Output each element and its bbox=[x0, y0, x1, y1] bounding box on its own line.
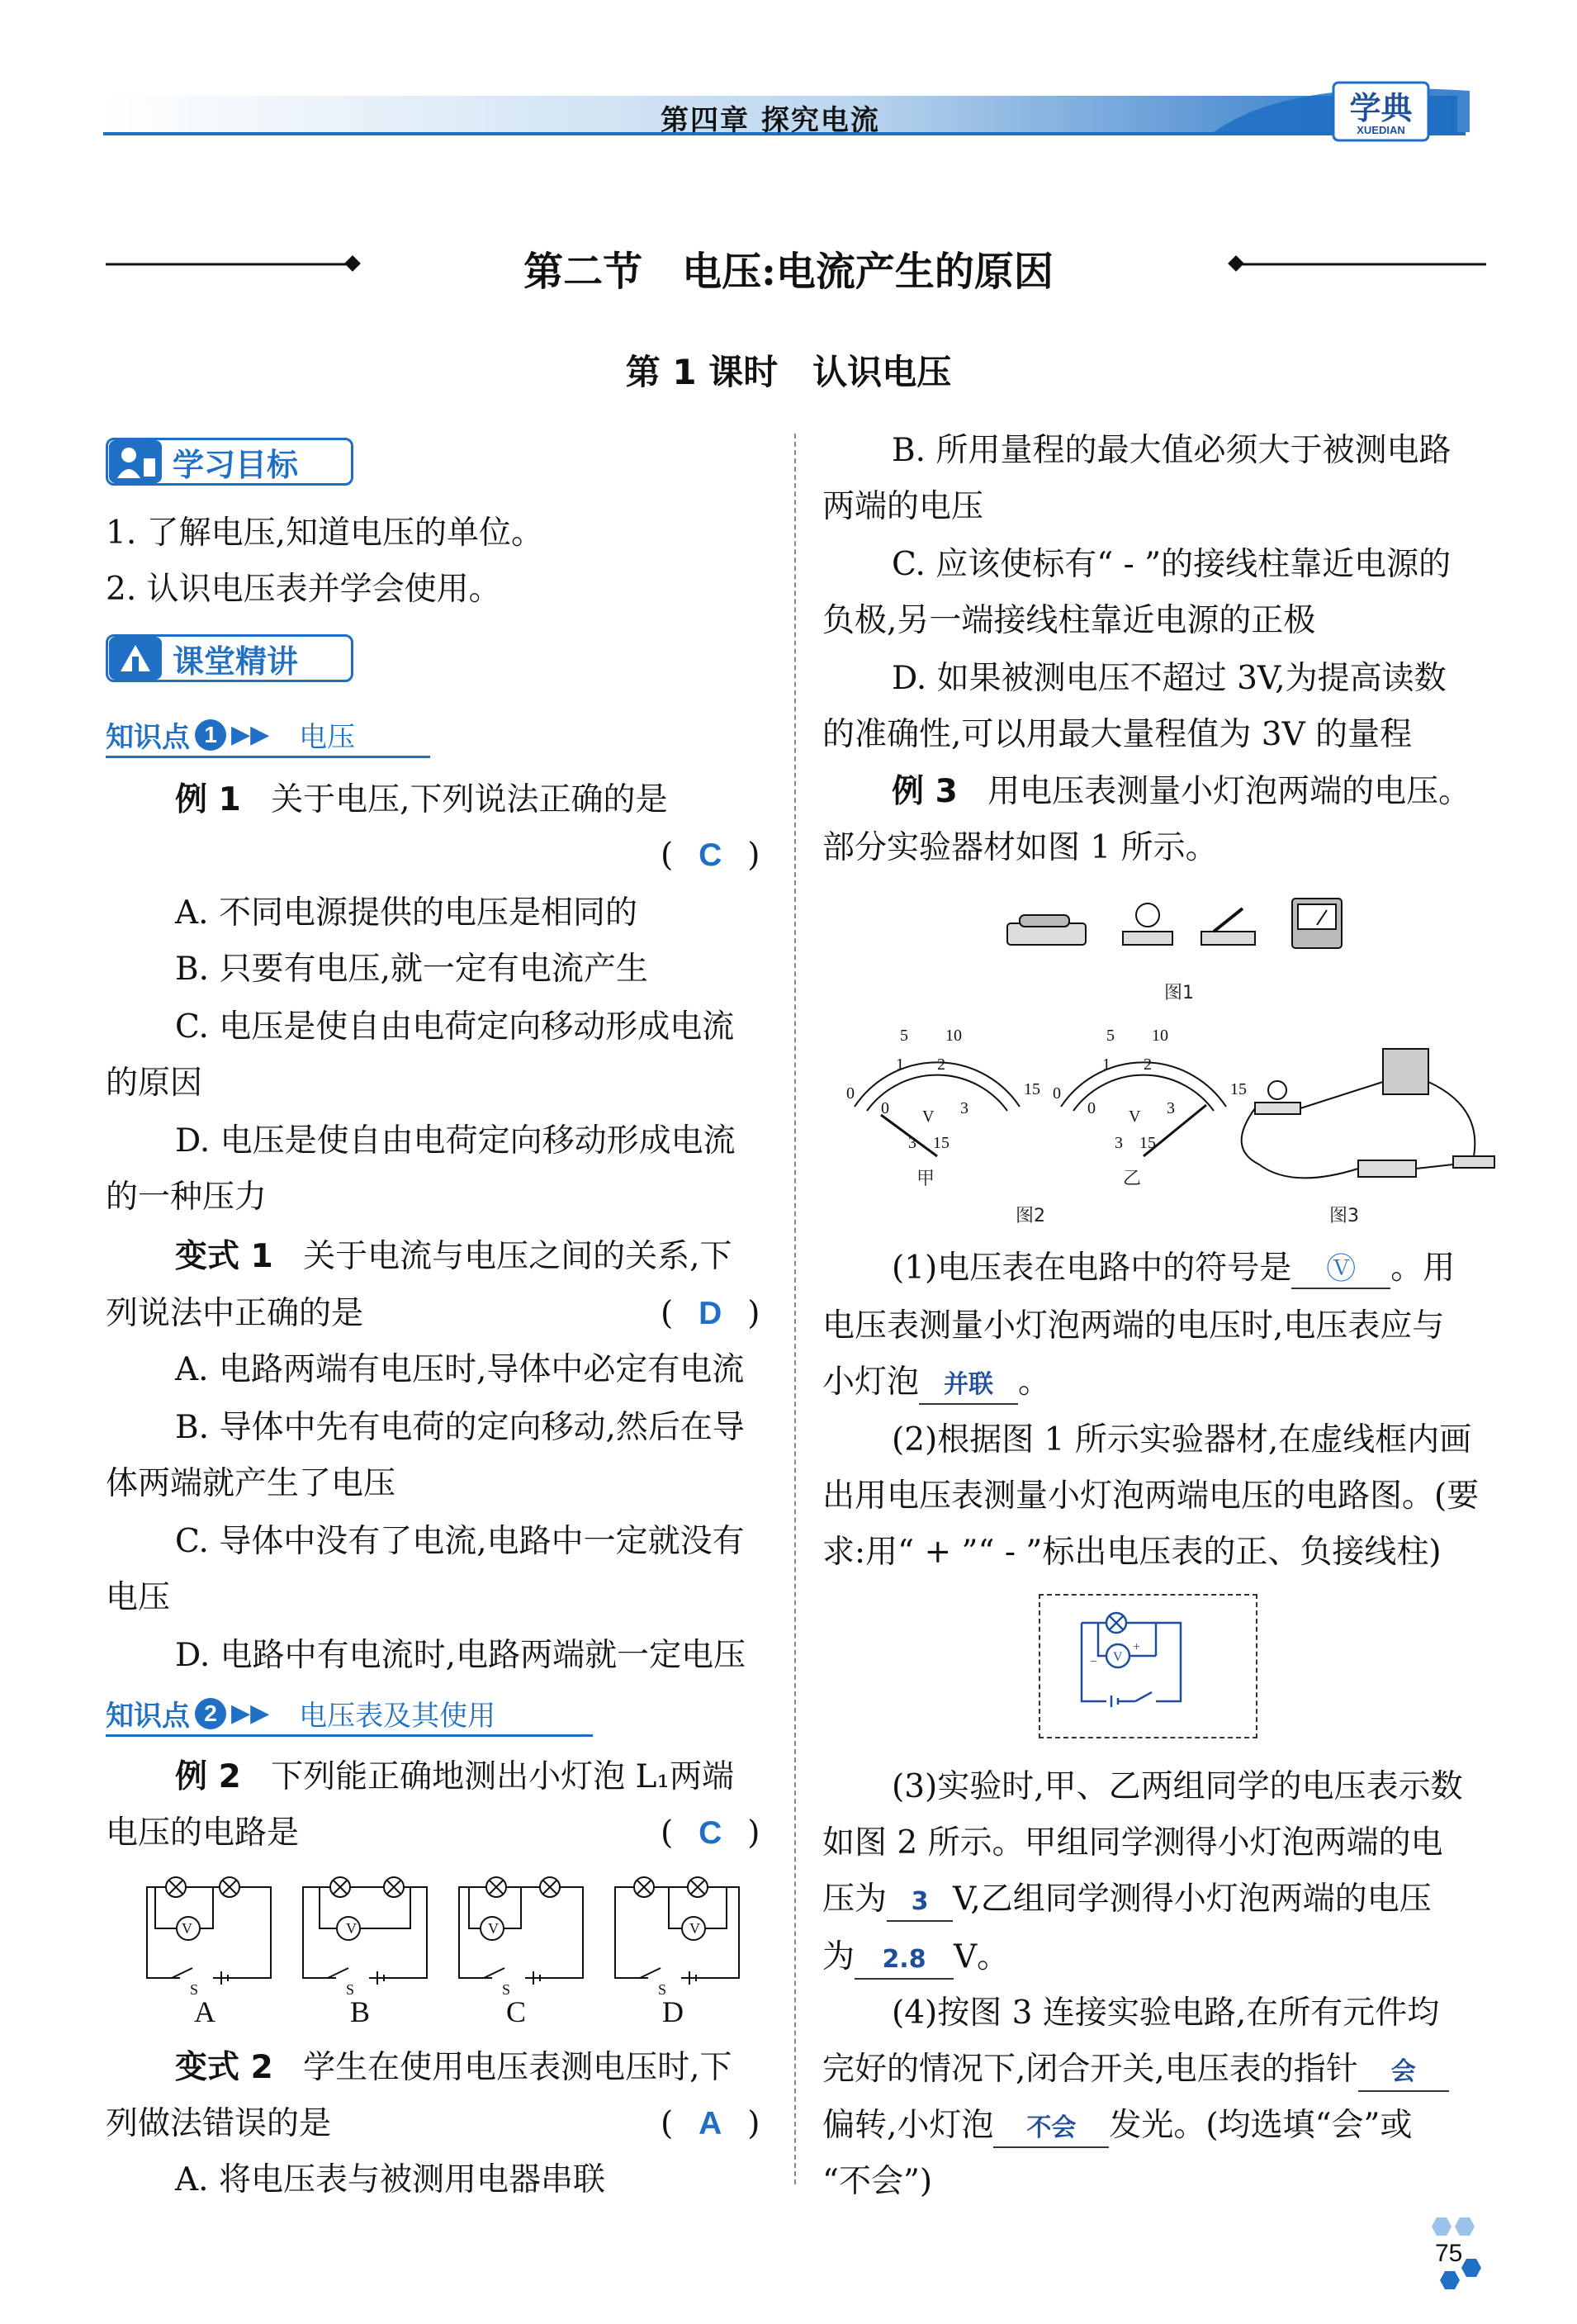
answer-blank-parallel bbox=[919, 1364, 1018, 1405]
circuit-label-a: A bbox=[194, 1995, 215, 2028]
brand-logo-en: XUEDIAN bbox=[1357, 124, 1405, 136]
goal-1: 1. 了解电压,知道电压的单位。 bbox=[106, 515, 544, 552]
example-3-question-1: 用电压表测量小灯泡两端的电压。 bbox=[987, 773, 1471, 810]
question-3-text-4b: V。 bbox=[954, 1938, 1010, 1975]
variant-1-question-2: 列说法中正确的是 bbox=[106, 1295, 364, 1332]
svg-text:V: V bbox=[346, 1920, 357, 1937]
svg-text:−: − bbox=[1090, 1655, 1098, 1669]
variant-1 bbox=[175, 1229, 732, 1285]
question-1-line-3 bbox=[822, 1354, 1050, 1411]
figure-2-caption: 图2 bbox=[1016, 1206, 1045, 1226]
ex1-option-b: B. 只要有电压,就一定有电流产生 bbox=[175, 951, 648, 988]
lesson-title: 第 1 课时 认识电压 bbox=[625, 352, 952, 392]
var2-option-d-cont: 的准确性,可以用最大量程值为 3V 的量程 bbox=[822, 716, 1413, 753]
brand-logo: 学典 bbox=[1349, 90, 1413, 126]
example-2-question-2: 电压的电路是 bbox=[106, 1814, 300, 1852]
book-pen-icon bbox=[109, 637, 162, 680]
answer-blank-voltage-yi bbox=[855, 1939, 954, 1980]
svg-text:+: + bbox=[1133, 1640, 1141, 1654]
page-number: 75 bbox=[1435, 2240, 1463, 2267]
kp1-underline bbox=[106, 756, 430, 758]
kp2-number-badge: 2 bbox=[195, 1698, 226, 1729]
svg-text:10: 10 bbox=[1152, 1027, 1168, 1045]
variant-2-answer-bracket: ( A ) bbox=[661, 2096, 760, 2152]
answer-blank-deflect bbox=[1358, 2051, 1449, 2092]
circuit-b bbox=[303, 1877, 427, 1985]
answer-deflect: 会 bbox=[1390, 2057, 1416, 2086]
variant-1-head: 变式 1 bbox=[175, 1238, 273, 1275]
goals-tag-label: 学习目标 bbox=[173, 446, 299, 483]
voltmeter-icon bbox=[1292, 899, 1342, 948]
question-3-text-3a: 压为 bbox=[822, 1881, 888, 1918]
question-1-text-2: 。用 bbox=[1390, 1250, 1456, 1287]
switch-icon bbox=[1201, 908, 1255, 945]
lecture-tag-label: 课堂精讲 bbox=[173, 643, 299, 680]
svg-text:0: 0 bbox=[1087, 1099, 1096, 1117]
svg-text:S: S bbox=[190, 1981, 199, 1998]
double-arrow-icon: ▶▶ bbox=[231, 720, 270, 749]
svg-text:10: 10 bbox=[945, 1027, 962, 1045]
question-4-line-1: (4)按图 3 连接实验电路,在所有元件均 bbox=[892, 1994, 1440, 2032]
svg-text:S: S bbox=[658, 1981, 667, 1998]
question-4-line-4: “不会”) bbox=[822, 2163, 933, 2200]
question-1-text-1: (1)电压表在电路中的符号是 bbox=[892, 1250, 1292, 1287]
double-arrow-icon: ▶▶ bbox=[231, 1699, 270, 1728]
lecture-tag bbox=[106, 632, 353, 685]
student-icon bbox=[109, 440, 162, 483]
question-2-line-2: 出用电压表测量小灯泡两端电压的电路图。(要 bbox=[822, 1477, 1480, 1515]
variant-2-question-1: 学生在使用电压表测电压时,下 bbox=[303, 2049, 732, 2086]
knowledge-point-2 bbox=[106, 1693, 495, 1734]
answer-blank-voltage-jia bbox=[887, 1881, 953, 1922]
var1-option-b: B. 导体中先有电荷的定向移动,然后在导 bbox=[175, 1409, 745, 1446]
answer-blank-light bbox=[993, 2108, 1109, 2148]
question-3-line-3 bbox=[822, 1871, 1432, 1928]
question-2-line-1: (2)根据图 1 所示实验器材,在虚线框内画 bbox=[892, 1421, 1472, 1458]
circuit-label-d: D bbox=[662, 1995, 684, 2028]
question-1-text-4: 小灯泡 bbox=[822, 1364, 920, 1401]
svg-text:0: 0 bbox=[846, 1084, 855, 1103]
svg-text:S: S bbox=[346, 1981, 355, 1998]
example-3-question-2: 部分实验器材如图 1 所示。 bbox=[822, 829, 1218, 866]
bulb-icon bbox=[1123, 904, 1172, 945]
var2-option-a: A. 将电压表与被测用电器串联 bbox=[175, 2161, 605, 2198]
goals-tag bbox=[106, 435, 353, 488]
svg-text:1: 1 bbox=[896, 1055, 904, 1074]
svg-text:V: V bbox=[1129, 1107, 1141, 1126]
answer-parallel: 并联 bbox=[944, 1370, 994, 1399]
answer-voltage-jia: 3 bbox=[911, 1887, 929, 1916]
knowledge-point-1 bbox=[106, 714, 355, 755]
svg-text:15: 15 bbox=[933, 1134, 950, 1152]
question-4-text-3b: 发光。(均选填“会”或 bbox=[1109, 2107, 1413, 2144]
svg-text:V: V bbox=[1113, 1650, 1123, 1664]
example-2 bbox=[175, 1749, 734, 1805]
var2-option-c: C. 应该使标有“ - ”的接线柱靠近电源的 bbox=[892, 546, 1452, 583]
question-4-line-2 bbox=[822, 2042, 1449, 2098]
variant-2 bbox=[175, 2040, 732, 2096]
example-1-head: 例 1 bbox=[175, 781, 241, 818]
variant-2-answer: A bbox=[699, 2106, 722, 2141]
svg-text:S: S bbox=[502, 1981, 511, 1998]
variant-1-answer-bracket: ( D ) bbox=[661, 1286, 760, 1342]
question-1-line-2: 电压表测量小灯泡两端的电压时,电压表应与 bbox=[822, 1307, 1445, 1345]
var1-option-d: D. 电路中有电流时,电路两端就一定电压 bbox=[175, 1637, 746, 1674]
svg-text:3: 3 bbox=[1115, 1134, 1123, 1152]
svg-text:15: 15 bbox=[1139, 1134, 1156, 1152]
var2-option-b-cont: 两端的电压 bbox=[822, 488, 984, 525]
var2-option-c-cont: 负极,另一端接线柱靠近电源的正极 bbox=[822, 602, 1316, 639]
variant-2-question-2: 列做法错误的是 bbox=[106, 2105, 332, 2142]
ex1-option-c: C. 电压是使自由电荷定向移动形成电流 bbox=[175, 1008, 735, 1046]
circuit-d bbox=[615, 1877, 739, 1985]
ex1-option-c-cont: 的原因 bbox=[106, 1065, 203, 1102]
var2-option-b: B. 所用量程的最大值必须大于被测电路 bbox=[892, 432, 1452, 469]
svg-text:V: V bbox=[689, 1920, 700, 1937]
question-3-line-2: 如图 2 所示。甲组同学测得小灯泡两端的电 bbox=[822, 1824, 1443, 1862]
kp2-title: 电压表及其使用 bbox=[299, 1700, 496, 1733]
figure-3-circuit bbox=[1242, 1049, 1494, 1178]
figure-1-equipment bbox=[999, 884, 1371, 975]
chapter-title: 第四章 探究电流 bbox=[661, 104, 880, 137]
answer-blank-symbol bbox=[1291, 1250, 1390, 1289]
question-1-text-5: 。 bbox=[1018, 1364, 1051, 1401]
example-2-answer: C bbox=[699, 1815, 722, 1851]
svg-text:3: 3 bbox=[908, 1134, 916, 1152]
figure-3-caption: 图3 bbox=[1329, 1206, 1359, 1226]
svg-text:V: V bbox=[922, 1107, 935, 1126]
kp2-label: 知识点 bbox=[106, 1700, 190, 1733]
question-4-text-3a: 偏转,小灯泡 bbox=[822, 2107, 994, 2144]
svg-text:V: V bbox=[182, 1920, 192, 1937]
kp1-number-badge: 1 bbox=[195, 719, 226, 751]
question-3-line-4 bbox=[822, 1929, 1009, 1985]
meter-label-yi: 乙 bbox=[1123, 1169, 1142, 1189]
svg-text:1: 1 bbox=[1102, 1055, 1111, 1074]
meter-label-jia: 甲 bbox=[916, 1169, 935, 1189]
answer-light: 不会 bbox=[1026, 2113, 1077, 2142]
battery-icon bbox=[1007, 915, 1086, 945]
ex1-option-d-cont: 的一种压力 bbox=[106, 1179, 268, 1216]
example-2-circuits bbox=[140, 1871, 751, 2003]
answer-symbol: Ⓥ bbox=[1326, 1252, 1357, 1286]
column-divider bbox=[794, 434, 796, 2184]
header-band bbox=[0, 0, 1577, 165]
question-3-text-4a: 为 bbox=[822, 1938, 855, 1975]
question-1-line-1 bbox=[892, 1240, 1455, 1297]
variant-2-head: 变式 2 bbox=[175, 2049, 273, 2086]
figure-1-caption: 图1 bbox=[1164, 983, 1194, 1003]
circuit-c bbox=[459, 1877, 583, 1985]
svg-text:2: 2 bbox=[1144, 1055, 1152, 1074]
example-2-answer-bracket: ( C ) bbox=[661, 1805, 760, 1862]
ex1-option-d: D. 电压是使自由电荷定向移动形成电流 bbox=[175, 1122, 736, 1160]
circuit-label-c: C bbox=[506, 1995, 527, 2028]
circuit-label-b: B bbox=[350, 1995, 371, 2028]
question-4-text-2a: 完好的情况下,闭合开关,电压表的指针 bbox=[822, 2051, 1358, 2088]
example-2-question-1: 下列能正确地测出小灯泡 L₁两端 bbox=[271, 1758, 735, 1795]
example-1-question: 关于电压,下列说法正确的是 bbox=[271, 781, 668, 818]
svg-text:2: 2 bbox=[937, 1055, 945, 1074]
answer-voltage-yi: 2.8 bbox=[882, 1945, 926, 1974]
svg-text:15: 15 bbox=[1230, 1080, 1247, 1098]
section-title: 第二节 电压:电流产生的原因 bbox=[523, 249, 1054, 295]
question-3-text-3b: V,乙组同学测得小灯泡两端的电压 bbox=[953, 1881, 1432, 1918]
svg-text:V: V bbox=[488, 1920, 499, 1937]
svg-text:3: 3 bbox=[960, 1099, 968, 1117]
circuit-a bbox=[147, 1877, 271, 1985]
question-2-line-3: 求:用“ + ”“ - ”标出电压表的正、负接线柱) bbox=[822, 1534, 1442, 1571]
var1-option-c-cont: 电压 bbox=[106, 1579, 171, 1616]
svg-text:15: 15 bbox=[1024, 1080, 1040, 1098]
svg-text:5: 5 bbox=[900, 1027, 908, 1045]
kp1-label: 知识点 bbox=[106, 721, 190, 754]
ex1-option-a: A. 不同电源提供的电压是相同的 bbox=[175, 894, 637, 932]
example-1-answer: C bbox=[699, 837, 722, 873]
svg-text:0: 0 bbox=[1053, 1084, 1061, 1103]
example-2-head: 例 2 bbox=[175, 1758, 241, 1795]
var1-option-a: A. 电路两端有电压时,导体中必定有电流 bbox=[175, 1351, 745, 1388]
kp1-title: 电压 bbox=[299, 721, 356, 754]
question-3-line-1: (3)实验时,甲、乙两组同学的电压表示数 bbox=[892, 1768, 1463, 1805]
svg-text:5: 5 bbox=[1106, 1027, 1115, 1045]
example-3-head: 例 3 bbox=[892, 773, 958, 810]
answer-circuit-diagram bbox=[1065, 1606, 1230, 1726]
var1-option-b-cont: 体两端就产生了电压 bbox=[106, 1465, 396, 1502]
kp2-underline bbox=[106, 1734, 593, 1737]
svg-text:0: 0 bbox=[881, 1099, 889, 1117]
variant-1-answer: D bbox=[699, 1296, 722, 1331]
goal-2: 2. 认识电压表并学会使用。 bbox=[106, 571, 501, 608]
var1-option-c: C. 导体中没有了电流,电路中一定就没有 bbox=[175, 1523, 745, 1560]
example-1 bbox=[175, 772, 668, 828]
example-3 bbox=[892, 764, 1470, 820]
example-1-answer-bracket: ( C ) bbox=[661, 828, 760, 884]
question-4-line-3 bbox=[822, 2098, 1413, 2154]
variant-1-question-1: 关于电流与电压之间的关系,下 bbox=[303, 1238, 732, 1275]
svg-text:3: 3 bbox=[1167, 1099, 1175, 1117]
var2-option-d: D. 如果被测电压不超过 3V,为提高读数 bbox=[892, 660, 1447, 697]
